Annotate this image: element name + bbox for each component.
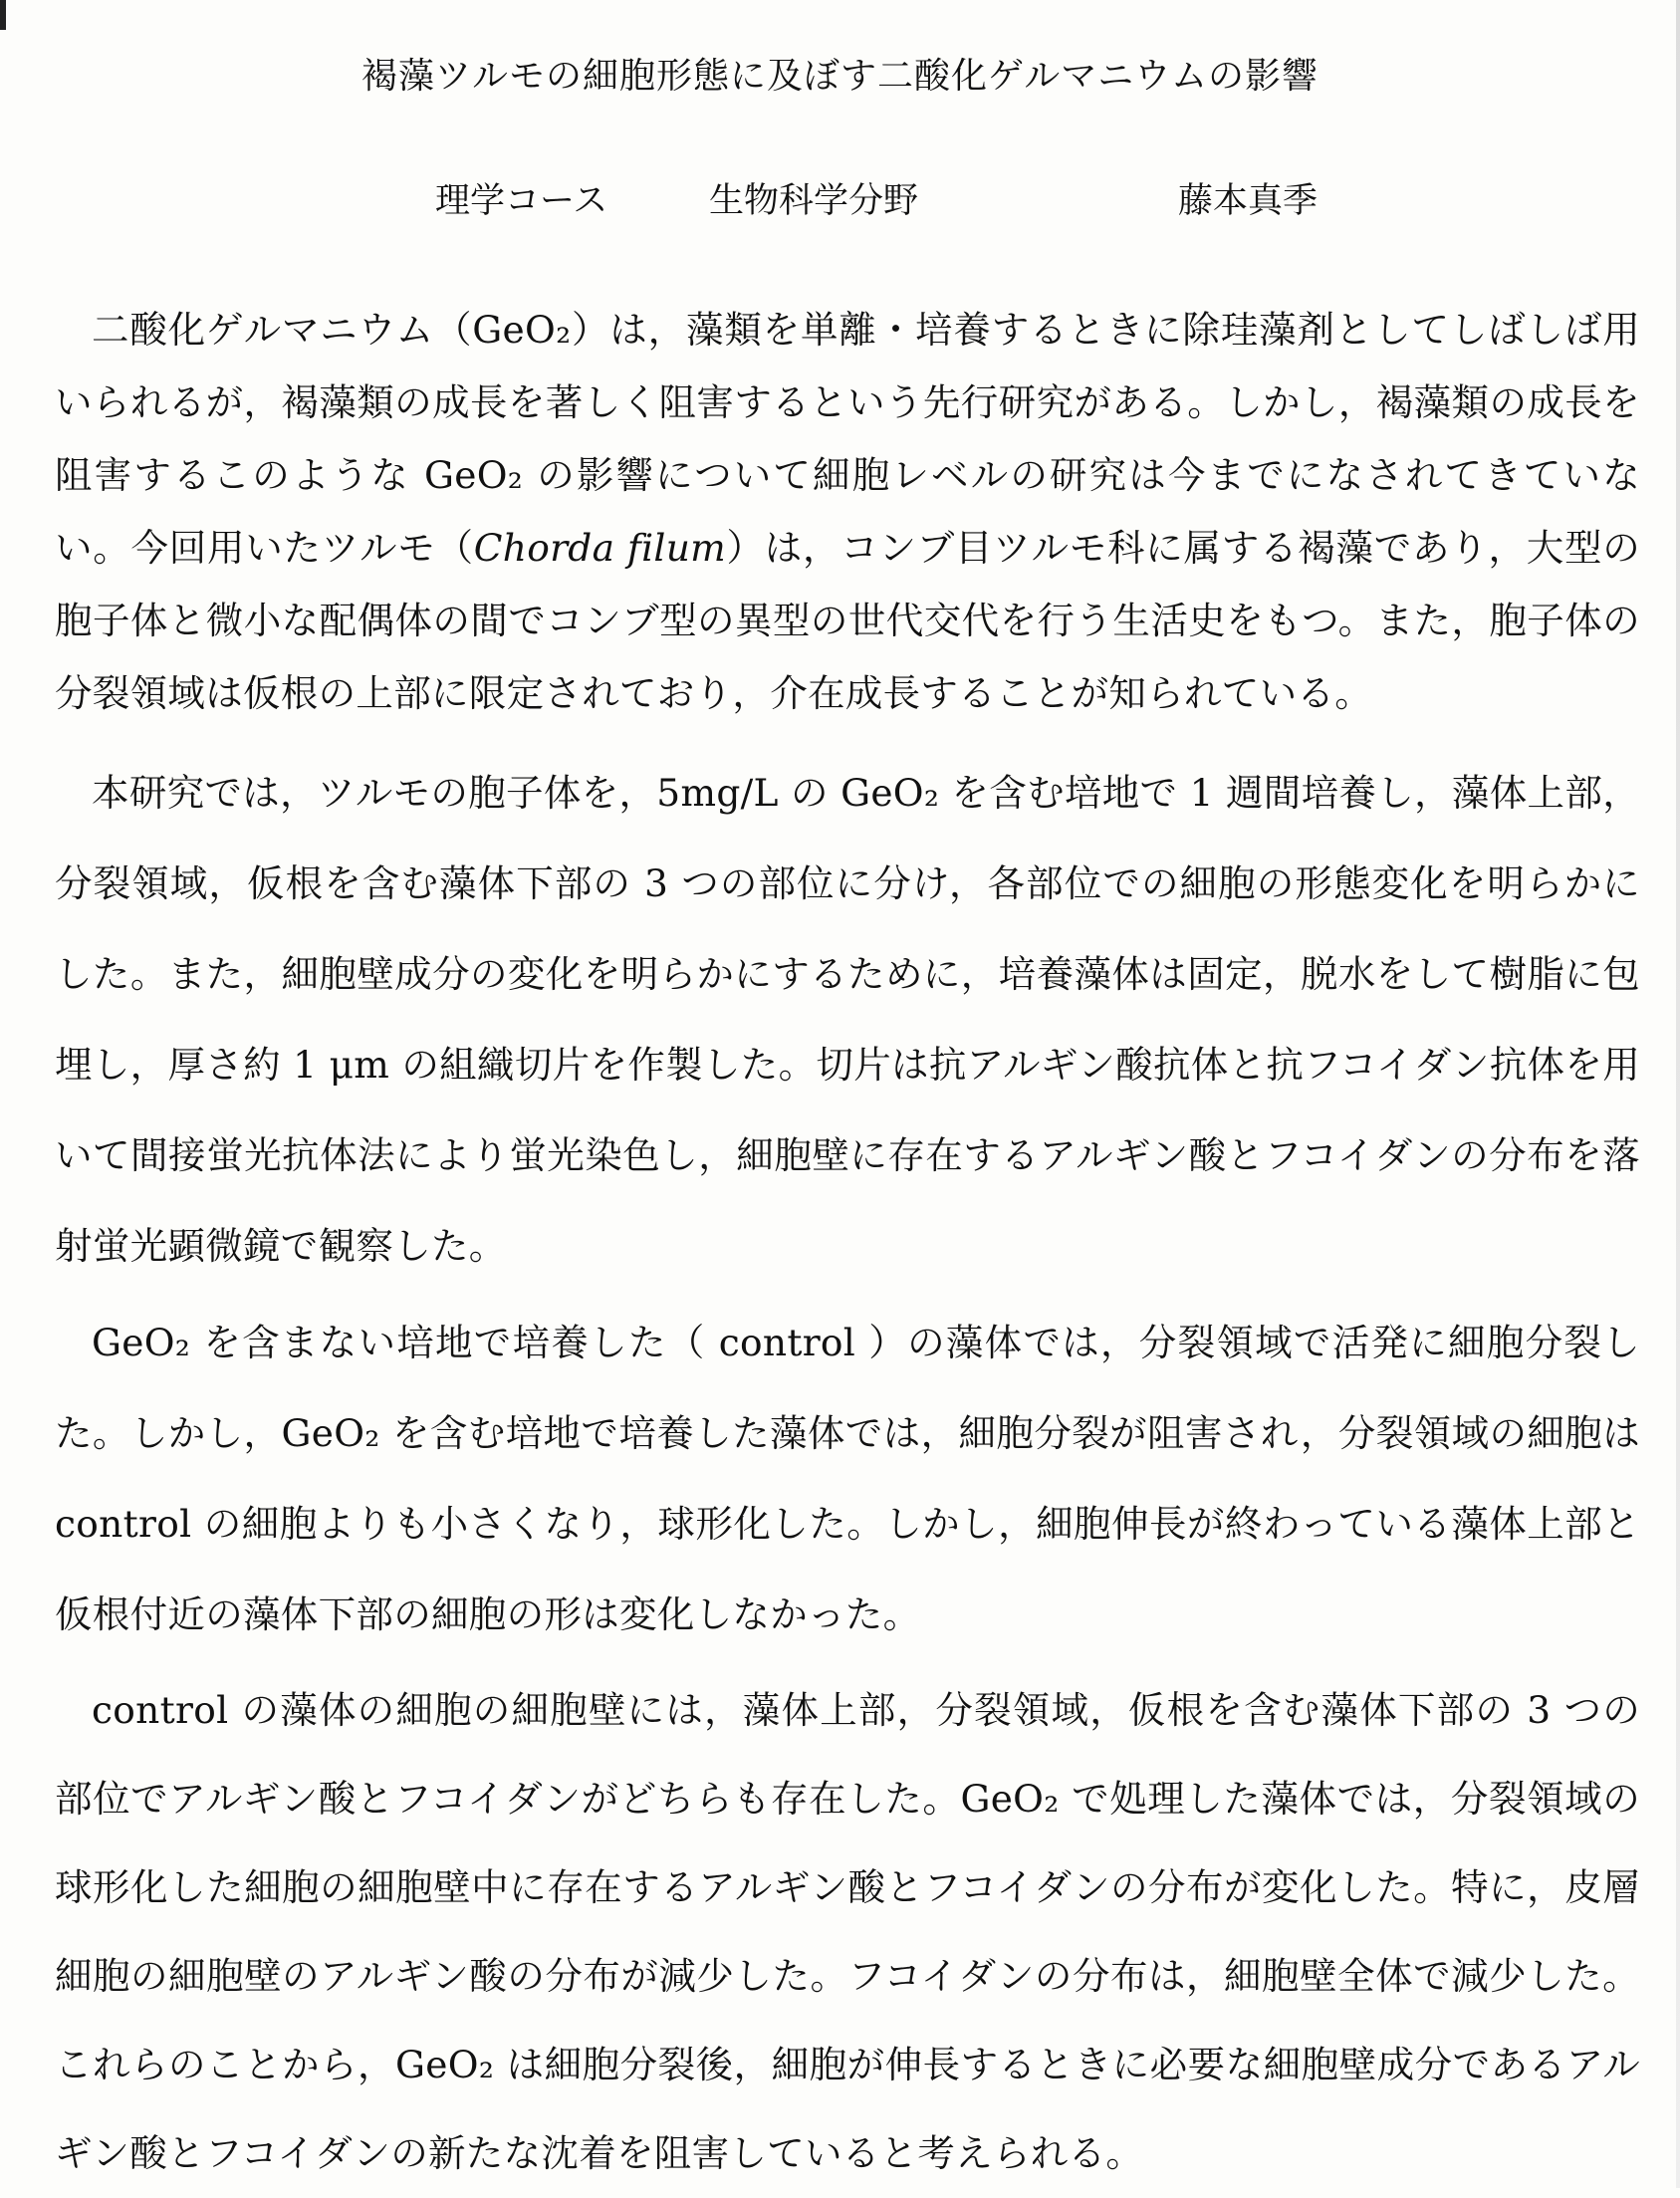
abstract-body xyxy=(55,294,1640,2198)
course-label: 理学コース xyxy=(435,181,608,221)
scan-edge-mark xyxy=(0,0,6,30)
paragraph-4: control の藻体の細胞の細胞壁には，藻体上部，分裂領域，仮根を含む藻体下部の 3 つの部位でアルギン酸とフコイダンがどちらも存在した。GeO₂ で処理した藻体では，分裂領域の球形化した細胞の細胞壁中に存在するアルギン酸とフコイダンの分布が変化した。特に，皮層細胞の細胞壁のアルギン酸の分布が減少した。フコイダンの分布は，細胞壁全体で減少した。これらのことから，GeO₂ は細胞分裂後，細胞が伸長するときに必要な細胞壁成分であるアルギン酸とフコイダンの新たな沈着を阻害していると考えられる。 xyxy=(55,1688,1640,2175)
paragraph-1 xyxy=(55,294,1640,730)
field-label: 生物科学分野 xyxy=(709,181,919,221)
paragraph-1-text-a: 二酸化ゲルマニウム（GeO₂）は，藻類を単離・培養するときに除珪藻剤としてしばしば用いられるが，褐藻類の成長を著しく阻害するという先行研究がある。しかし，褐藻類の成長を阻害するこのような GeO₂ の影響について細胞レベルの研究は今までになされてきていない。今回用いたツルモ（ xyxy=(55,308,1640,570)
author-name: 藤本真季 xyxy=(1178,181,1319,221)
byline xyxy=(0,173,1680,221)
scan-edge-shadow xyxy=(1676,0,1680,2188)
paragraph-1-text-b: ）は，コンブ目ツルモ科に属する褐藻であり，大型の胞子体と微小な配偶体の間でコンブ型の異型の世代交代を行う生活史をもつ。また，胞子体の分裂領域は仮根の上部に限定されており，介在成長することが知られている。 xyxy=(55,526,1640,715)
paragraph-2: 本研究では，ツルモの胞子体を，5mg/L の GeO₂ を含む培地で 1 週間培養し，藻体上部，分裂領域，仮根を含む藻体下部の 3 つの部位に分け，各部位での細胞の形態変化を明らかにした。また，細胞壁成分の変化を明らかにするために，培養藻体は固定，脱水をして樹脂に包埋し，厚さ約 1 μm の組織切片を作製した。切片は抗アルギン酸抗体と抗フコイダン抗体を用いて間接蛍光抗体法により蛍光染色し，細胞壁に存在するアルギン酸とフコイダンの分布を落射蛍光顕微鏡で観察した。 xyxy=(55,771,1640,1268)
paragraph-3: GeO₂ を含まない培地で培養した（ control ）の藻体では，分裂領域で活発に細胞分裂した。しかし，GeO₂ を含む培地で培養した藻体では，細胞分裂が阻害され，分裂領域の細胞は control の細胞よりも小さくなり，球形化した。しかし，細胞伸長が終わっている藻体上部と仮根付近の藻体下部の細胞の形は変化しなかった。 xyxy=(55,1321,1640,1636)
species-name: Chorda filum xyxy=(473,526,727,570)
page-title: 褐藻ツルモの細胞形態に及ぼす二酸化ゲルマニウムの影響 xyxy=(361,56,1319,97)
